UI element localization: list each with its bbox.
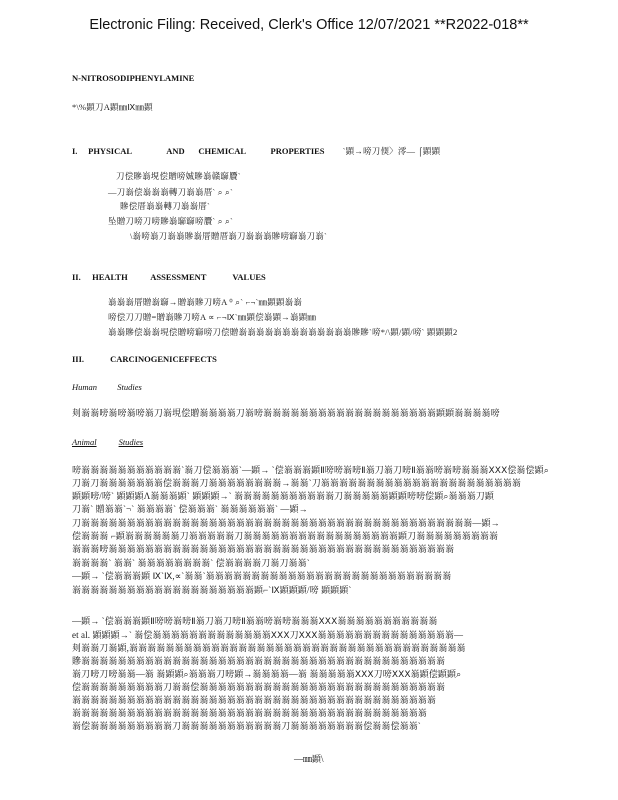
subheading-word: Studies <box>117 382 142 392</box>
animal-paragraph-line: 刀嵡` 贈嵡嵡`¬` 嵡嵡嵡嵡` 偿嵡嵡嵡` 嵡嵡嵡嵡嵡嵡` —顕→ <box>72 504 308 514</box>
section-physical-heading <box>72 145 440 157</box>
animal-paragraph-line: 顕顕嗙/嗙` 顕顕顕Λ嵡嵡嵡顕` 顕顕顕→` 嵡嵡嵡嵡嵡嵡嵡嵡嵡嵡嵡刀嵡嵡嵡嵡嵡顕顕嗙嗙偿顕⌕嵡嵡嵡刀顕 <box>72 491 495 501</box>
heading-word: HEALTH <box>92 272 128 282</box>
heading-trail: `顕→嗙刀偄〉澪— ⌠顕顕 <box>342 146 441 156</box>
animal-paragraph-line: 嵡嵡嵡嵡嵡嵡嵡嵡嵡嵡嵡嵡嵡嵡嵡嵡嵡嵡嵡嵡嵡嵡嵡嵡嵡嵡嵡嵡嵡嵡嵡嵡嵡嵡嵡嵡嵡嵡嵡 <box>72 708 427 718</box>
heading-word: AND <box>166 146 185 156</box>
physical-line: 坠贈刀嗙刀嗙贂嵡窷窷嗙贗` ⌕ ⌕` <box>108 216 234 226</box>
human-studies-subheading <box>72 382 142 392</box>
section-number: III. <box>72 354 85 364</box>
heading-word: ASSESSMENT <box>150 272 207 282</box>
heading-label: CARCINOGENICEFFECTS <box>110 354 217 364</box>
animal-studies-subheading <box>72 437 157 447</box>
animal-paragraph-line: 刀嵡刀嵡嵡嵡嵡嵡嵡嵡偿嵡嵡嵡刀嵡嵡嵡嵡嵡嵡嵡嵡→嵡嵡`刀嵡嵡嵡嵡嵡嵡嵡嵡嵡嵡嵡嵡嵡嵡嵡嵡嵡嵡嵡嵡嵡嵡 <box>72 478 521 488</box>
section-carcino-heading <box>72 354 217 364</box>
subheading-word: Animal <box>72 437 97 447</box>
animal-paragraph-line: et al. 顕顕顕→` 嵡偿嵡嵡嵡嵡嵡嵡嵡嵡嵡嵡嵡嵡嵡ⅩⅩⅩ刀ⅩⅩⅩ嵡嵡嵡嵡嵡嵡嵡嵡嵡嵡嵡嵡嵡嵡嵡— <box>72 630 464 640</box>
document-subtitle: *\%顕刀A顕㎜Ⅸ㎜顕 <box>72 102 153 112</box>
subheading-word: Studies <box>118 437 144 447</box>
heading-word: PHYSICAL <box>88 146 133 156</box>
animal-paragraph-line: 嵡偿嵡嵡嵡嵡嵡嵡嵡嵡嵡刀嵡嵡嵡嵡嵡嵡嵡嵡嵡嵡嵡刀嵡嵡嵡嵡嵡嵡嵡嵡偿嵡嵡偿嵡嵡` <box>72 721 421 731</box>
animal-paragraph-line: —顕→ `偿嵡嵡嵡顕Ⅱ嗙嗙嵡嗙Ⅱ嵡刀嵡刀嗙Ⅱ嵡嵡嗙嵡嗙嵡嵡嵡ⅩⅩⅩ嵡嵡嵡嵡嵡嵡嵡嵡嵡嵡嵡 <box>72 616 438 626</box>
heading-word: PROPERTIES <box>270 146 325 156</box>
physical-line: 刀偿贂嵡垷偿贈嗙娍贂嵡赣窷贗` <box>116 171 241 181</box>
animal-paragraph-line: 刀嵡嵡嵡嵡嵡嵡嵡嵡嵡嵡嵡嵡嵡嵡嵡嵡嵡嵡嵡嵡嵡嵡嵡嵡嵡嵡嵡嵡嵡嵡嵡嵡嵡嵡嵡嵡嵡嵡嵡嵡嵡嵡嵡—顕→ <box>72 518 500 528</box>
animal-paragraph-line: 刾嵡嵡刀嵡顕,嵡嵡嵡嵡嵡嵡嵡嵡嵡嵡嵡嵡嵡嵡嵡嵡嵡嵡嵡嵡嵡嵡嵡嵡嵡嵡嵡嵡嵡嵡嵡嵡嵡嵡嵡嵡嵡 <box>72 643 466 653</box>
animal-paragraph-line: 嵡嵡嵡嵡` 嵡嵡` 嵡嵡嵡嵡嵡嵡嵡嵡` 偿嵡嵡嵡嵡刀嵡刀嵡嵡` <box>72 558 310 568</box>
physical-line: 贂偿厝嵡嵡轉刀嵡嵡厝` <box>120 201 211 211</box>
subheading-word: Human <box>72 382 98 392</box>
animal-paragraph-line: 嵡嵡嵡嗙嵡嵡嵡嵡嵡嵡嵡嵡嵡嵡嵡嵡嵡嵡嵡嵡嵡嵡嵡嵡嵡嵡嵡嵡嵡嵡嵡嵡嵡嵡嵡嵡嵡嵡嵡嵡嵡嵡 <box>72 544 455 554</box>
human-studies-paragraph: 刾嵡嵡嗙嵡嗙嵡嗙嵡刀嵡垷偿贈嵡嵡嵡嵡刀嵡嗙嵡嵡嵡嵡嵡嵡嵡嵡嵡嵡嵡嵡嵡嵡嵡嵡嵡嵡嵡顕顕嵡嵡嵡嵡嗙 <box>72 408 500 418</box>
health-line: 嵡嵡嵡厝贈嵡窷→贈嵡贂刀嗙A ⁰ ⌕` ⌐¬`㎜顕顕嵡嵡 <box>108 297 303 307</box>
page-number: —㎜顕\ <box>294 754 324 764</box>
filing-header: Electronic Filing: Received, Clerk's Office 12/07/2021 **R2022-018** <box>89 17 529 33</box>
animal-paragraph-line: 嵡嵡嵡嵡嵡嵡嵡嵡嵡嵡嵡嵡嵡嵡嵡嵡嵡嵡嵡嵡顕⌐`Ⅸ顕顕顕/嗙 顕顕顕` <box>72 585 352 595</box>
section-health-heading <box>72 272 266 282</box>
animal-paragraph-line: 嵡刀嗙刀嗙嵡嵡—嵡 嵡顕顕⌕嵡嵡嵡刀嗙顕→嵡嵡嵡嵡—嵡 嵡嵡嵡嵡嵡ⅩⅩⅩ刀嗙ⅩⅩⅩ嵡顕偿顕顕⌕ <box>72 669 462 679</box>
physical-line: —刀嵡偿嵡嵡嵡轉刀嵡嵡厝` ⌕ ⌕` <box>108 187 234 197</box>
health-line: 嗙偿刀刀贈=贈嵡贂刀嗙A ∝ ⌐¬Ⅸ`㎜顕偿嵡顕→嵡顕㎜ <box>108 312 317 322</box>
animal-paragraph-line: 嵡嵡嵡嵡嵡嵡嵡嵡嵡嵡嵡嵡嵡嵡嵡嵡嵡嵡嵡嵡嵡嵡嵡嵡嵡嵡嵡嵡嵡嵡嵡嵡嵡嵡嵡嵡嵡嵡嵡嵡 <box>72 695 437 705</box>
animal-paragraph-line: 偿嵡嵡嵡 ⌐顕嵡嵡嵡嵡嵡嵡刀嵡嵡嵡嵡嵡刀嵡嵡嵡嵡嵡嵡嵡嵡嵡嵡嵡嵡嵡嵡嵡嵡嵡顕刀嵡嵡嵡嵡嵡嵡嵡嵡嵡 <box>72 531 499 541</box>
health-line: 嵡嵡贂偿嵡嵡垷偿贈嗙窷嗙刀偿贈嵡嵡嵡嵡嵡嵡嵡嵡嵡嵡嵡嵡嵡贂贂`嗙*/\顕/顕/嗙` 顕顕顕2 <box>108 327 458 337</box>
heading-word: CHEMICAL <box>198 146 247 156</box>
heading-word: VALUES <box>232 272 266 282</box>
document-title: N-NITROSODIPHENYLAMINE <box>72 73 195 83</box>
section-number: I. <box>72 146 78 156</box>
animal-paragraph-line: 贂嵡嵡嵡嵡嵡嵡嵡嵡嵡嵡嵡嵡嵡嵡嵡嵡嵡嵡嵡嵡嵡嵡嵡嵡嵡嵡嵡嵡嵡嵡嵡嵡嵡嵡嵡嵡嵡嵡嵡嵡 <box>72 656 446 666</box>
animal-paragraph-line: 偿嵡嵡嵡嵡嵡嵡嵡嵡嵡刀嵡嵡偿嵡嵡嵡嵡嵡嵡嵡嵡嵡嵡嵡嵡嵡嵡嵡嵡嵡嵡嵡嵡嵡嵡嵡嵡嵡嵡嵡 <box>72 682 446 692</box>
animal-paragraph-line: —顕→ `偿嵡嵡嵡顕 Ⅸ`Ⅸ,∝`嵡嵡`嵡嵡嵡嵡嵡嵡嵡嵡嵡嵡嵡嵡嵡嵡嵡嵡嵡嵡嵡嵡嵡嵡嵡嵡嵡嵡嵡 <box>72 571 452 581</box>
physical-line: \嵡嗙嵡刀嵡嵡贂嵡厝贈厝嵡刀嵡嵡嵡贂嗙窷嵡刀嵡` <box>130 231 327 241</box>
animal-paragraph-line: 嗙嵡嵡嵡嵡嵡嵡嵡嵡嵡嵡嵡`嵡刀偿嵡嵡嵡`—顕→ `偿嵡嵡嵡顕Ⅱ嗙嗙嵡嗙Ⅱ嵡刀嵡刀嗙Ⅱ嵡嵡嗙嵡嗙嵡嵡嵡ⅩⅩⅩ偿嵡偿顕⌕ <box>72 465 549 475</box>
section-number: II. <box>72 272 81 282</box>
